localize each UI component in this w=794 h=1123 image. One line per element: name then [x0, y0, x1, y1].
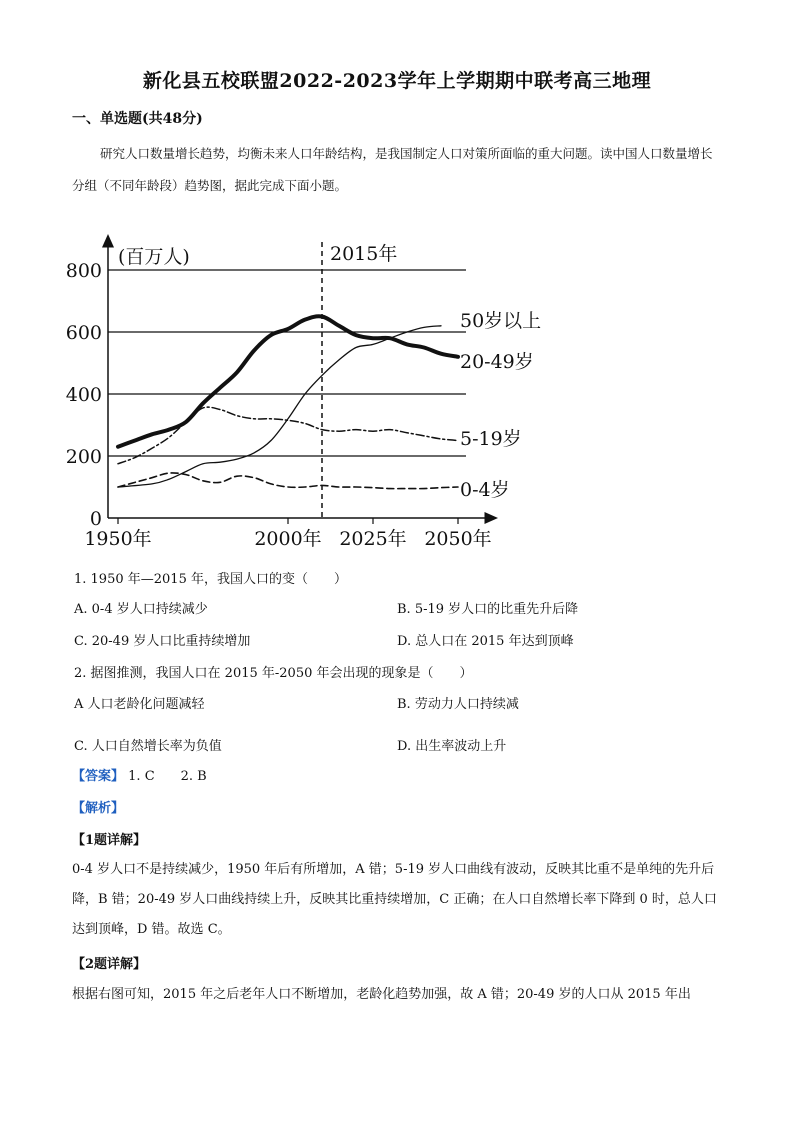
- intro-paragraph: 研究人口数量增长趋势，均衡未来人口年龄结构，是我国制定人口对策所面临的重大问题。读中国人口数量增长分组（不同年龄段）趋势图，据此完成下面小题。: [72, 146, 713, 193]
- detail-1-text: 0-4 岁人口不是持续减少，1950 年后有所增加，A 错；5-19 岁人口曲线有波动，反映其比重不是单纯的先升后降，B 错；20-49 岁人口曲线持续上升，反映其比重持续增加，C 正确；在人口自然增长率下降到 0 时，总人口达到顶峰，D 错。故选 C。: [72, 862, 717, 937]
- detail-2-label: 【2题详解】: [72, 957, 147, 972]
- y-tick-label: 600: [65, 322, 102, 344]
- y-axis-unit: (百万人): [118, 246, 190, 268]
- analysis-label: 【解析】: [72, 801, 125, 816]
- section-heading: 一、单选题(共48分): [72, 111, 203, 127]
- question-2-option-c: C. 人口自然增长率为负值: [74, 739, 222, 754]
- y-tick-label: 400: [65, 384, 102, 406]
- question-2-option-b: B. 劳动力人口持续减: [397, 697, 519, 712]
- x-tick-label: 2025年: [339, 528, 407, 550]
- question-2-stem: 2. 据图推测，我国人口在 2015 年-2050 年会出现的现象是（ ）: [74, 666, 473, 681]
- answer-row: [72, 765, 207, 784]
- x-tick-label: 2000年: [254, 528, 322, 550]
- page-title: 新化县五校联盟2022-2023学年上学期期中联考高三地理: [142, 70, 652, 92]
- question-1-option-d: D. 总人口在 2015 年达到顶峰: [397, 634, 574, 649]
- series-line: [118, 326, 441, 487]
- question-1-option-c: C. 20-49 岁人口比重持续增加: [74, 634, 251, 649]
- x-tick-label: 1950年: [84, 528, 152, 550]
- y-tick-label: 200: [65, 446, 102, 468]
- series-line: [118, 473, 458, 489]
- question-1-option-a: A. 0-4 岁人口持续减少: [74, 602, 208, 617]
- question-2-option-d: D. 出生率波动上升: [397, 739, 507, 754]
- answer-label: 【答案】: [72, 769, 125, 784]
- year-marker-label: 2015年: [330, 243, 398, 265]
- series-line: [118, 316, 458, 446]
- series-label: 0-4岁: [460, 479, 510, 501]
- detail-1-label: 【1题详解】: [72, 833, 147, 848]
- series-line: [118, 407, 458, 464]
- question-1-stem: 1. 1950 年—2015 年，我国人口的变（ ）: [74, 572, 347, 587]
- series-label: 50岁以上: [460, 310, 542, 332]
- answer-value: 1. C 2. B: [128, 769, 207, 784]
- detail-2-text: 根据右图可知，2015 年之后老年人口不断增加，老龄化趋势加强，故 A 错；20-49 岁的人口从 2015 年出: [72, 987, 691, 1002]
- x-tick-label: 2050年: [424, 528, 492, 550]
- y-tick-label: 0: [89, 508, 102, 530]
- series-label: 5-19岁: [460, 428, 522, 450]
- y-tick-label: 800: [65, 260, 102, 282]
- question-1-option-b: B. 5-19 岁人口的比重先升后降: [397, 602, 579, 617]
- question-2-option-a: A 人口老龄化问题减轻: [74, 697, 205, 712]
- population-trend-chart: [60, 230, 542, 555]
- series-label: 20-49岁: [460, 351, 534, 373]
